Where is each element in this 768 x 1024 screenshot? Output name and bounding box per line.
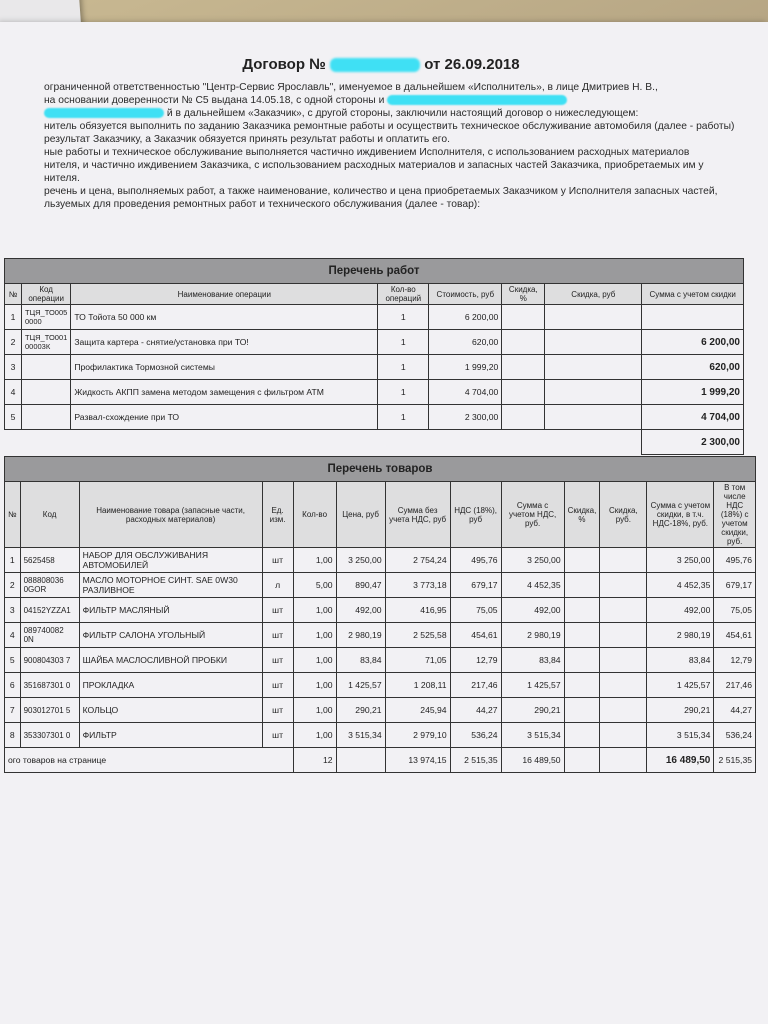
goods-cell-qty: 1,00 — [293, 648, 336, 673]
goods-cell-gross: 2 980,19 — [501, 623, 564, 648]
goods-cell-vat: 536,24 — [450, 723, 501, 748]
goods-cell-unit: шт — [262, 548, 293, 573]
goods-cell-qty: 1,00 — [293, 623, 336, 648]
intro-line: нителя. — [44, 173, 80, 184]
works-cell-qty: 1 — [378, 355, 429, 380]
goods-cell-vat: 217,46 — [450, 673, 501, 698]
works-cell-disc-pct — [502, 405, 545, 430]
works-cell-disc-pct — [502, 305, 545, 330]
goods-cell-price: 3 515,34 — [336, 723, 385, 748]
works-cell-qty: 1 — [378, 380, 429, 405]
goods-cell-gross: 83,84 — [501, 648, 564, 673]
redacted-party — [387, 95, 567, 105]
goods-row — [5, 598, 756, 623]
goods-cell-name: КОЛЬЦО — [79, 698, 262, 723]
col-header: Стоимость, руб — [429, 284, 502, 305]
title-date: от 26.09.2018 — [424, 56, 520, 73]
goods-cell-dp — [564, 723, 600, 748]
goods-cell-dp — [564, 548, 600, 573]
goods-footer-qty: 12 — [293, 748, 336, 773]
goods-cell-dp — [564, 673, 600, 698]
works-cell-sum: 6 200,00 — [642, 330, 744, 355]
works-last-sum: 2 300,00 — [642, 430, 744, 455]
goods-cell-code: 089740082 0N — [20, 623, 79, 648]
goods-cell-price: 2 980,19 — [336, 623, 385, 648]
goods-cell-qty: 5,00 — [293, 573, 336, 598]
intro-line: ные работы и техническое обслуживание выполняется частично иждивением Исполнителя, с использованием расходных материалов — [44, 147, 690, 158]
works-cell-n: 2 — [5, 330, 22, 355]
contract-intro — [0, 73, 768, 211]
goods-cell-code: 903012701 5 — [20, 698, 79, 723]
goods-cell-net: 71,05 — [385, 648, 450, 673]
goods-cell-sum: 4 452,35 — [647, 573, 714, 598]
works-cell-name: Профилактика Тормозной системы — [71, 355, 378, 380]
goods-footer-sumvat: 2 515,35 — [714, 748, 756, 773]
works-row — [5, 305, 744, 330]
works-header-row — [5, 284, 744, 305]
col-header: Скидка, % — [564, 482, 600, 548]
works-row — [5, 380, 744, 405]
title-prefix: Договор № — [242, 56, 326, 73]
goods-cell-price: 1 425,57 — [336, 673, 385, 698]
col-header: № — [5, 482, 21, 548]
goods-cell-sum: 492,00 — [647, 598, 714, 623]
col-header: Код — [20, 482, 79, 548]
goods-cell-dr — [600, 598, 647, 623]
goods-section-title: Перечень товаров — [5, 457, 756, 482]
goods-cell-sumvat: 44,27 — [714, 698, 756, 723]
goods-cell-sum: 3 250,00 — [647, 548, 714, 573]
col-header: № — [5, 284, 22, 305]
works-cell-code — [22, 380, 71, 405]
goods-cell-gross: 492,00 — [501, 598, 564, 623]
goods-footer-label: ого товаров на странице — [5, 748, 294, 773]
goods-cell-gross: 4 452,35 — [501, 573, 564, 598]
goods-cell-sum: 290,21 — [647, 698, 714, 723]
goods-cell-gross: 290,21 — [501, 698, 564, 723]
redacted-number — [330, 58, 420, 72]
goods-cell-code: 353307301 0 — [20, 723, 79, 748]
col-header: НДС (18%), руб — [450, 482, 501, 548]
works-cell-n: 4 — [5, 380, 22, 405]
goods-cell-name: ФИЛЬТР САЛОНА УГОЛЬНЫЙ — [79, 623, 262, 648]
works-cell-qty: 1 — [378, 405, 429, 430]
goods-cell-sumvat: 75,05 — [714, 598, 756, 623]
goods-cell-price: 890,47 — [336, 573, 385, 598]
col-header: Цена, руб — [336, 482, 385, 548]
goods-row — [5, 648, 756, 673]
col-header: Ед. изм. — [262, 482, 293, 548]
intro-line: й в дальнейшем «Заказчик», с другой стороны, заключили настоящий договор о нижеследующем: — [44, 107, 756, 120]
works-cell-sum: 1 999,20 — [642, 380, 744, 405]
works-cell-disc-rub — [545, 330, 642, 355]
goods-cell-vat: 75,05 — [450, 598, 501, 623]
works-cell-name: Развал-схождение при ТО — [71, 405, 378, 430]
intro-line: на основании доверенности № C5 выдана 14.05.18, с одной стороны и — [44, 94, 756, 107]
goods-cell-sumvat: 679,17 — [714, 573, 756, 598]
goods-cell-price: 492,00 — [336, 598, 385, 623]
goods-cell-dp — [564, 573, 600, 598]
goods-cell-dp — [564, 648, 600, 673]
goods-cell-name: ФИЛЬТР МАСЛЯНЫЙ — [79, 598, 262, 623]
goods-cell-dp — [564, 623, 600, 648]
goods-cell-net: 245,94 — [385, 698, 450, 723]
goods-cell-dp — [564, 598, 600, 623]
col-header: Сумма с учетом скидки, в т.ч. НДС-18%, руб. — [647, 482, 714, 548]
intro-line: льзуемых для проведения ремонтных работ и технического обслуживания (далее - товар): — [44, 199, 481, 210]
goods-cell-n: 6 — [5, 673, 21, 698]
works-cell-disc-pct — [502, 330, 545, 355]
works-cell-disc-rub — [545, 405, 642, 430]
col-header: В том числе НДС (18%) с учетом скидки, руб. — [714, 482, 756, 548]
goods-cell-price: 290,21 — [336, 698, 385, 723]
goods-cell-code: 900804303 7 — [20, 648, 79, 673]
goods-cell-vat: 495,76 — [450, 548, 501, 573]
works-cell-name: ТО Тойота 50 000 км — [71, 305, 378, 330]
works-cell-code — [22, 355, 71, 380]
works-cell-name: Жидкость АКПП замена методом замещения с фильтром ATM — [71, 380, 378, 405]
goods-cell-n: 8 — [5, 723, 21, 748]
goods-cell-qty: 1,00 — [293, 598, 336, 623]
goods-cell-unit: л — [262, 573, 293, 598]
intro-line: нителя, и частично иждивением Заказчика, с использованием расходных материалов и запасных частей Заказчика, приобретаемых им у — [44, 160, 704, 171]
goods-footer-vat: 2 515,35 — [450, 748, 501, 773]
goods-cell-unit: шт — [262, 623, 293, 648]
goods-cell-code: 5625458 — [20, 548, 79, 573]
goods-cell-dr — [600, 698, 647, 723]
goods-cell-n: 3 — [5, 598, 21, 623]
works-cell-disc-rub — [545, 355, 642, 380]
goods-cell-name: МАСЛО МОТОРНОЕ СИНТ. SAE 0W30 РАЗЛИВНОЕ — [79, 573, 262, 598]
works-last-sum-row — [5, 430, 744, 455]
goods-row — [5, 723, 756, 748]
works-cell-sum: 4 704,00 — [642, 405, 744, 430]
goods-cell-n: 4 — [5, 623, 21, 648]
contract-title — [0, 56, 768, 73]
works-row — [5, 330, 744, 355]
goods-cell-net: 3 773,18 — [385, 573, 450, 598]
goods-cell-n: 7 — [5, 698, 21, 723]
goods-cell-name: ШАЙБА МАСЛОСЛИВНОЙ ПРОБКИ — [79, 648, 262, 673]
works-cell-qty: 1 — [378, 305, 429, 330]
goods-cell-qty: 1,00 — [293, 548, 336, 573]
goods-cell-sumvat: 495,76 — [714, 548, 756, 573]
goods-cell-net: 416,95 — [385, 598, 450, 623]
works-cell-disc-pct — [502, 380, 545, 405]
goods-row — [5, 673, 756, 698]
goods-cell-sum: 1 425,57 — [647, 673, 714, 698]
col-header: Кол-во — [293, 482, 336, 548]
goods-footer-row — [5, 748, 756, 773]
goods-cell-dr — [600, 548, 647, 573]
works-cell-qty: 1 — [378, 330, 429, 355]
goods-cell-sum: 83,84 — [647, 648, 714, 673]
goods-cell-price: 3 250,00 — [336, 548, 385, 573]
works-table — [4, 258, 744, 455]
goods-cell-gross: 1 425,57 — [501, 673, 564, 698]
goods-cell-name: НАБОР ДЛЯ ОБСЛУЖИВАНИЯ АВТОМОБИЛЕЙ — [79, 548, 262, 573]
contract-sheet — [0, 22, 768, 1024]
goods-cell-unit: шт — [262, 723, 293, 748]
goods-table — [4, 456, 756, 773]
goods-cell-price: 83,84 — [336, 648, 385, 673]
goods-row — [5, 548, 756, 573]
col-header: Сумма с учетом скидки — [642, 284, 744, 305]
goods-row — [5, 573, 756, 598]
works-cell-n: 5 — [5, 405, 22, 430]
works-section-title: Перечень работ — [5, 259, 744, 284]
goods-cell-sumvat: 12,79 — [714, 648, 756, 673]
goods-cell-dr — [600, 673, 647, 698]
works-cell-sum — [642, 305, 744, 330]
col-header: Скидка, руб. — [600, 482, 647, 548]
goods-cell-net: 2 754,24 — [385, 548, 450, 573]
works-cell-n: 1 — [5, 305, 22, 330]
goods-cell-dr — [600, 648, 647, 673]
works-cell-cost: 6 200,00 — [429, 305, 502, 330]
works-cell-cost: 620,00 — [429, 330, 502, 355]
intro-line: нитель обязуется выполнить по заданию Заказчика ремонтные работы и осуществить техническое обслуживание автомобиля (далее - работы) — [44, 121, 735, 132]
col-header: Наименование товара (запасные части, расходных материалов) — [79, 482, 262, 548]
goods-cell-qty: 1,00 — [293, 698, 336, 723]
goods-cell-sumvat: 454,61 — [714, 623, 756, 648]
goods-cell-unit: шт — [262, 698, 293, 723]
goods-cell-n: 5 — [5, 648, 21, 673]
works-cell-cost: 4 704,00 — [429, 380, 502, 405]
works-cell-sum: 620,00 — [642, 355, 744, 380]
goods-footer-sum: 16 489,50 — [647, 748, 714, 773]
col-header: Скидка, руб — [545, 284, 642, 305]
goods-cell-sumvat: 536,24 — [714, 723, 756, 748]
col-header: Скидка, % — [502, 284, 545, 305]
col-header: Код операции — [22, 284, 71, 305]
goods-cell-net: 2 979,10 — [385, 723, 450, 748]
goods-cell-code: 351687301 0 — [20, 673, 79, 698]
col-header: Наименование операции — [71, 284, 378, 305]
goods-footer-net: 13 974,15 — [385, 748, 450, 773]
goods-cell-dp — [564, 698, 600, 723]
works-row — [5, 355, 744, 380]
works-cell-code: ТЦЯ_ТО001 00003К — [22, 330, 71, 355]
works-cell-disc-pct — [502, 355, 545, 380]
goods-cell-dr — [600, 623, 647, 648]
works-cell-code: ТЦЯ_ТО005 0000 — [22, 305, 71, 330]
goods-row — [5, 623, 756, 648]
goods-cell-n: 1 — [5, 548, 21, 573]
works-cell-name: Защита картера - снятие/установка при ТО! — [71, 330, 378, 355]
goods-cell-qty: 1,00 — [293, 723, 336, 748]
col-header: Сумма без учета НДС, руб — [385, 482, 450, 548]
goods-cell-sumvat: 217,46 — [714, 673, 756, 698]
goods-cell-sum: 2 980,19 — [647, 623, 714, 648]
works-cell-disc-rub — [545, 305, 642, 330]
goods-cell-n: 2 — [5, 573, 21, 598]
works-section — [4, 258, 744, 472]
works-cell-cost: 2 300,00 — [429, 405, 502, 430]
goods-cell-dr — [600, 723, 647, 748]
col-header: Сумма с учетом НДС, руб. — [501, 482, 564, 548]
goods-cell-name: ПРОКЛАДКА — [79, 673, 262, 698]
goods-cell-net: 1 208,11 — [385, 673, 450, 698]
goods-header-row — [5, 482, 756, 548]
goods-footer-gross: 16 489,50 — [501, 748, 564, 773]
goods-cell-unit: шт — [262, 598, 293, 623]
goods-cell-gross: 3 250,00 — [501, 548, 564, 573]
goods-cell-code: 088808036 0GOR — [20, 573, 79, 598]
goods-cell-sum: 3 515,34 — [647, 723, 714, 748]
goods-cell-code: 04152YZZA1 — [20, 598, 79, 623]
works-cell-disc-rub — [545, 380, 642, 405]
goods-section — [4, 456, 756, 773]
goods-cell-name: ФИЛЬТР — [79, 723, 262, 748]
goods-cell-vat: 454,61 — [450, 623, 501, 648]
works-row — [5, 405, 744, 430]
works-cell-code — [22, 405, 71, 430]
goods-cell-vat: 12,79 — [450, 648, 501, 673]
goods-cell-gross: 3 515,34 — [501, 723, 564, 748]
intro-line: результат Заказчику, а Заказчик обязуется принять результат работы и оплатить его. — [44, 134, 450, 145]
goods-cell-qty: 1,00 — [293, 673, 336, 698]
goods-cell-vat: 44,27 — [450, 698, 501, 723]
goods-cell-vat: 679,17 — [450, 573, 501, 598]
goods-cell-net: 2 525,58 — [385, 623, 450, 648]
intro-line: ограниченной ответственностью "Центр-Сервис Ярославль", именуемое в дальнейшем «Исполнитель», в лице Дмитриев Н. В., — [44, 82, 658, 93]
goods-row — [5, 698, 756, 723]
goods-cell-unit: шт — [262, 648, 293, 673]
redacted-name — [44, 108, 164, 118]
goods-cell-dr — [600, 573, 647, 598]
col-header: Кол-во операций — [378, 284, 429, 305]
intro-line: речень и цена, выполняемых работ, а также наименование, количество и цена приобретаемых Заказчиком у Исполнителя запасных частей, — [44, 186, 718, 197]
works-cell-cost: 1 999,20 — [429, 355, 502, 380]
goods-cell-unit: шт — [262, 673, 293, 698]
works-cell-n: 3 — [5, 355, 22, 380]
